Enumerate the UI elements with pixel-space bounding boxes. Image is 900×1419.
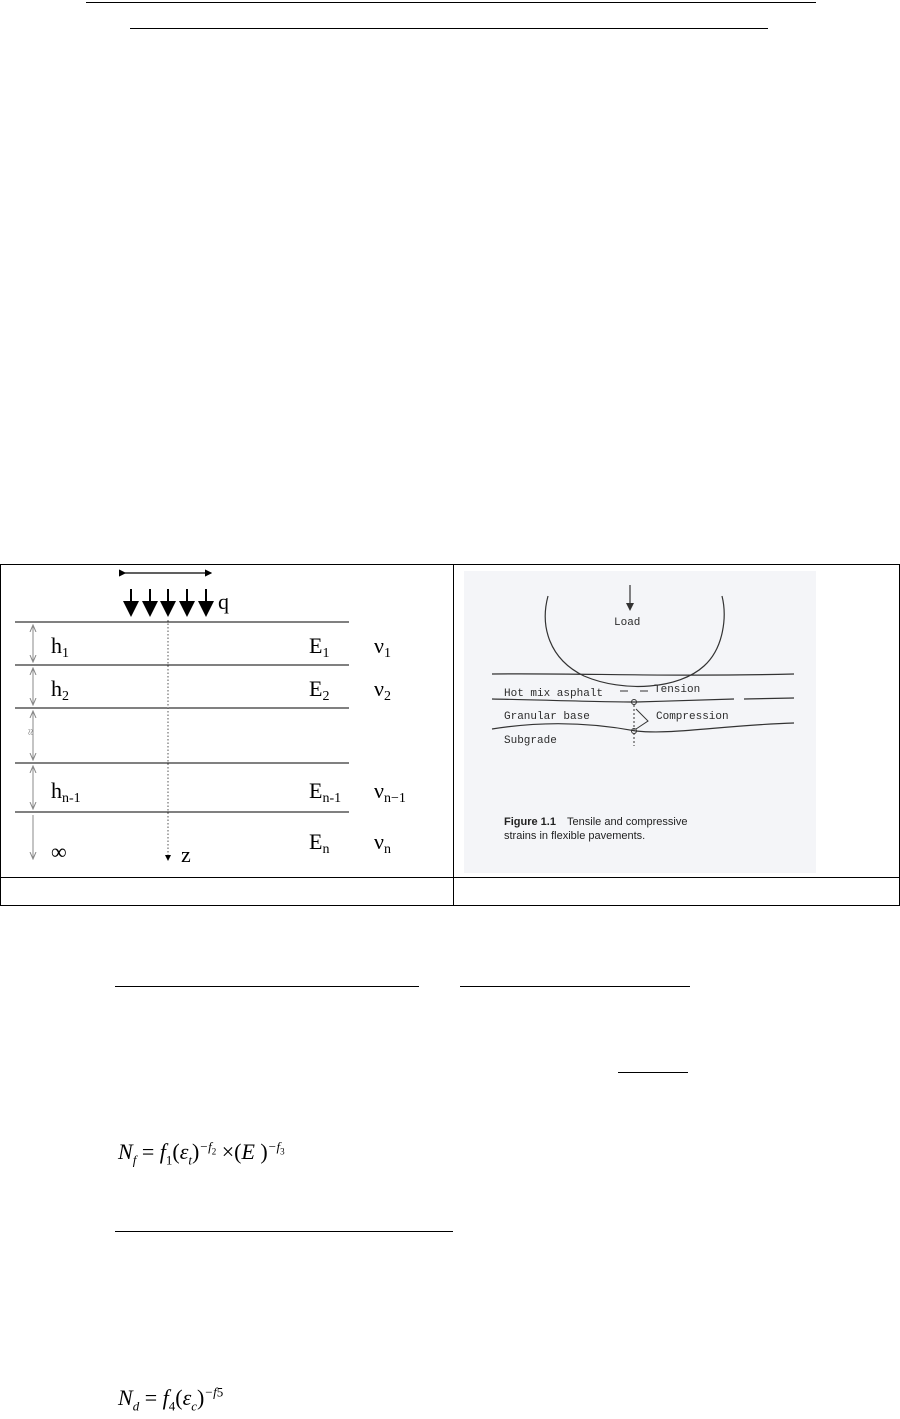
z-axis-arrowhead [165,855,171,861]
header-rule-bottom [130,28,768,29]
figure-caption-label: Figure 1.1 [504,816,556,828]
load-label: q [218,589,229,614]
layer-n-modulus: $E_n$ [309,829,330,857]
scanned-image [464,571,816,873]
layer-2-modulus: $E_2$ [309,676,330,704]
layer-n-1-modulus: $E_{n-1}$ [309,778,342,806]
table-caption-row-left [0,877,454,906]
layer-n-poisson: $\nu_n$ [374,829,391,857]
tension-text: Tension [654,684,701,696]
table-caption-row-right [453,877,900,906]
hot-mix-asphalt-text: Hot mix asphalt [504,688,604,700]
layer-1-poisson: $\nu_1$ [374,633,391,661]
rutting-equation-text: $N_d = f_4(\varepsilon_c)^{-f5}$ [118,1385,224,1414]
load-arrows-icon [131,589,206,615]
heading-underline-4 [115,1231,453,1232]
asphalt-bottom-line-end [744,698,794,699]
layer-n-1-thickness: $h_{n-1}$ [51,778,81,806]
fatigue-equation-text: $N_f = f_1(\varepsilon_t)^{-f_2} \times(E$ )$^{-f_3}$ [118,1139,285,1168]
axis-z-label: z [181,842,191,867]
figure-caption-line1: Tensile and compressive [567,816,688,828]
figure-caption [504,815,687,843]
layer-2-thickness: $h_2$ [51,676,69,704]
ellipsis-mark: ≈ [23,728,38,736]
compression-marker [636,709,648,729]
fatigue-equation [118,1140,285,1167]
layer-1-modulus: $E_1$ [309,633,330,661]
heading-underline-2 [460,986,690,987]
tire-outline [545,596,724,686]
granular-base-text: Granular base [504,711,590,723]
scanned-figure-panel [453,564,900,878]
load-text: Load [614,617,641,629]
rutting-equation [118,1386,223,1413]
layer-n-1-poisson: $\nu_{n-1}$ [374,778,406,806]
layer-2-poisson: $\nu_2$ [374,676,391,704]
subgrade-text: Subgrade [504,735,557,747]
layer-system-panel [0,564,454,878]
figure-caption-line2: strains in flexible pavements. [504,830,646,842]
header-rule-top [86,2,816,3]
load-arrow-head [626,603,634,611]
heading-underline-1 [115,986,419,987]
subgrade-infinity: ∞ [51,839,67,864]
layer-1-thickness: $h_1$ [51,633,69,661]
compression-text: Compression [656,711,729,723]
heading-underline-3 [618,1072,688,1073]
surface-line [492,674,794,675]
